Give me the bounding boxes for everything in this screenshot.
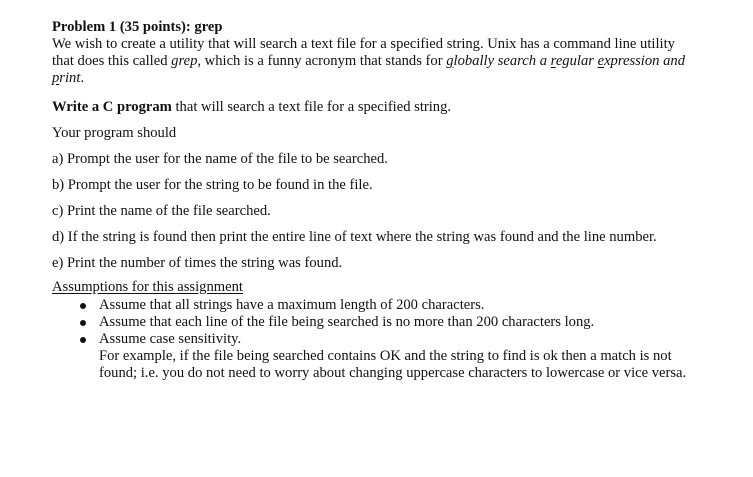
acronym-part-4: rint — [59, 70, 81, 86]
intro-end: . — [80, 70, 85, 86]
bullet-icon — [80, 320, 86, 326]
task-statement — [52, 99, 692, 116]
problem-title: Problem 1 (35 points): grep — [52, 19, 223, 35]
grep-word: grep — [171, 53, 198, 69]
list-item — [52, 297, 692, 314]
acronym-letter-e: e — [597, 53, 605, 69]
task-step-c: c) Print the name of the file searched. — [52, 203, 271, 219]
assumption-text: Assume that each line of the file being searched is no more than 200 characters long. — [99, 314, 595, 330]
task-should: Your program should — [52, 125, 177, 141]
bullet-icon — [80, 303, 86, 309]
task-step-b: b) Prompt the user for the string to be found in the file. — [52, 177, 373, 193]
list-item — [52, 314, 692, 331]
task-step-d: d) If the string is found then print the entire line of text where the string was found and the line number. — [52, 229, 657, 245]
acronym-part-1: lobally search a — [453, 53, 551, 69]
assumptions-list — [52, 297, 692, 348]
task-rest: that will search a text file for a specified string. — [171, 99, 452, 115]
assumptions-section — [52, 279, 692, 382]
case-sensitivity-example: For example, if the file being searched contains OK and the string to find is ok then a match is not found; i.e. you do not need to worry about changing uppercase characters to lowercase or vice versa. — [99, 348, 687, 381]
task-step-a: a) Prompt the user for the name of the file to be searched. — [52, 151, 388, 167]
assumptions-title: Assumptions for this assignment — [52, 279, 243, 295]
problem-intro — [52, 36, 692, 87]
acronym-letter-p: p — [52, 70, 60, 86]
acronym-letter-r: r — [550, 53, 556, 69]
acronym-part-3: xpression and — [604, 53, 685, 69]
acronym-part-2: egular — [555, 53, 598, 69]
task-step-e: e) Print the number of times the string was found. — [52, 255, 343, 271]
task-bold: Write a C program — [52, 99, 172, 115]
intro-text-1: We wish to create a utility that will search a text file for a specified string. Unix has a command line utility that does this called — [52, 36, 675, 69]
list-item — [52, 331, 692, 348]
task-section — [52, 99, 692, 272]
assumption-text: Assume that all strings have a maximum length of 200 characters. — [99, 297, 485, 313]
bullet-icon — [80, 337, 86, 343]
intro-text-2: , which is a funny acronym that stands for — [197, 53, 447, 69]
acronym-letter-g: g — [446, 53, 454, 69]
document-page — [52, 19, 692, 382]
assumption-text: Assume case sensitivity. — [99, 331, 242, 347]
